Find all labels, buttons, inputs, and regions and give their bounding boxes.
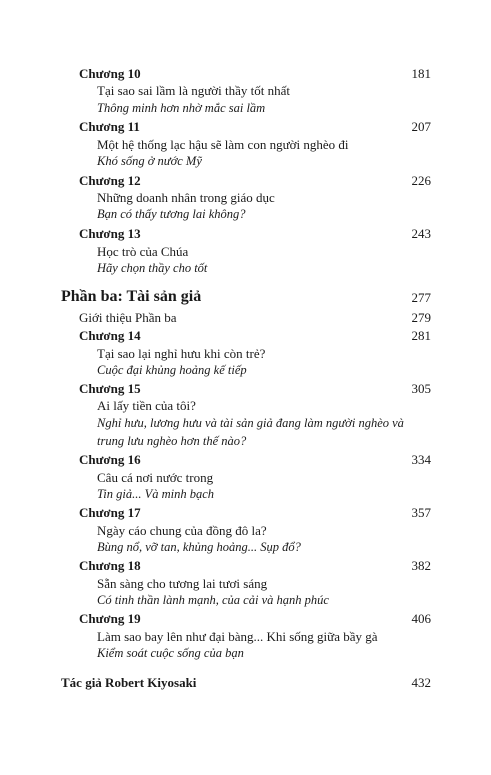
chapter-11-subtitle: Khó sống ở nước Mỹ [97, 154, 202, 168]
chapter-13-subtitle: Hãy chọn thầy cho tốt [97, 261, 208, 275]
author-page: 432 [411, 675, 431, 690]
chapter-11-heading: Một hệ thống lạc hậu sẽ làm con người nghèo đi [97, 137, 349, 152]
author-entry: Tác giả Robert Kiyosaki [61, 675, 197, 690]
chapter-10-page: 181 [411, 66, 431, 81]
chapter-14-heading: Tại sao lại nghỉ hưu khi còn trẻ? [97, 346, 266, 361]
chapter-16-page: 334 [411, 452, 431, 467]
chapter-14-subtitle: Cuộc đại khủng hoảng kế tiếp [97, 363, 247, 377]
chapter-13-page: 243 [411, 226, 431, 241]
chapter-10-heading: Tại sao sai lầm là người thầy tốt nhất [97, 83, 290, 98]
chapter-15-title: Chương 15 [79, 381, 141, 396]
chapter-19-page: 406 [411, 611, 431, 626]
chapter-15-heading: Ai lấy tiền của tôi? [97, 398, 196, 413]
chapter-15-subtitle-cont: trung lưu nghèo hơn thế nào? [97, 434, 247, 448]
chapter-17-title: Chương 17 [79, 505, 141, 520]
chapter-12-subtitle: Bạn có thấy tương lai không? [97, 207, 246, 221]
chapter-11-page: 207 [411, 119, 431, 134]
chapter-15-subtitle: Nghỉ hưu, lương hưu và tài sản giả đang làm người nghèo và [97, 416, 404, 430]
part-three-intro: Giới thiệu Phần ba [79, 310, 177, 325]
chapter-16-heading: Câu cá nơi nước trong [97, 470, 214, 485]
chapter-19-subtitle: Kiểm soát cuộc sống của bạn [97, 646, 244, 660]
chapter-18-page: 382 [411, 558, 431, 573]
chapter-17-subtitle: Bùng nổ, vỡ tan, khủng hoảng... Sụp đổ? [97, 540, 301, 554]
chapter-13-heading: Học trò của Chúa [97, 244, 189, 259]
part-three-title: Phần ba: Tài sản giả [61, 288, 202, 305]
chapter-17-page: 357 [411, 505, 431, 520]
chapter-12-page: 226 [411, 173, 431, 188]
chapter-19-title: Chương 19 [79, 611, 141, 626]
chapter-18-title: Chương 18 [79, 558, 141, 573]
chapter-18-heading: Sẵn sàng cho tương lai tươi sáng [97, 576, 268, 591]
chapter-12-heading: Những doanh nhân trong giáo dục [97, 190, 275, 205]
chapter-11-title: Chương 11 [79, 119, 140, 134]
chapter-14-title: Chương 14 [79, 328, 141, 343]
chapter-17-heading: Ngày cáo chung của đồng đô la? [97, 523, 267, 538]
chapter-18-subtitle: Có tinh thần lành mạnh, của cải và hạnh phúc [97, 593, 329, 607]
part-three-page: 277 [411, 290, 431, 305]
chapter-16-title: Chương 16 [79, 452, 141, 467]
part-three-intro-page: 279 [411, 310, 431, 325]
chapter-16-subtitle: Tin giả... Và minh bạch [97, 487, 215, 501]
chapter-19-heading: Làm sao bay lên như đại bàng... Khi sống giữa bầy gà [97, 629, 378, 644]
chapter-10-subtitle: Thông minh hơn nhờ mắc sai lầm [97, 101, 266, 115]
chapter-13-title: Chương 13 [79, 226, 141, 241]
chapter-10-title: Chương 10 [79, 66, 141, 81]
chapter-12-title: Chương 12 [79, 173, 141, 188]
chapter-15-page: 305 [411, 381, 431, 396]
chapter-14-page: 281 [411, 328, 431, 343]
